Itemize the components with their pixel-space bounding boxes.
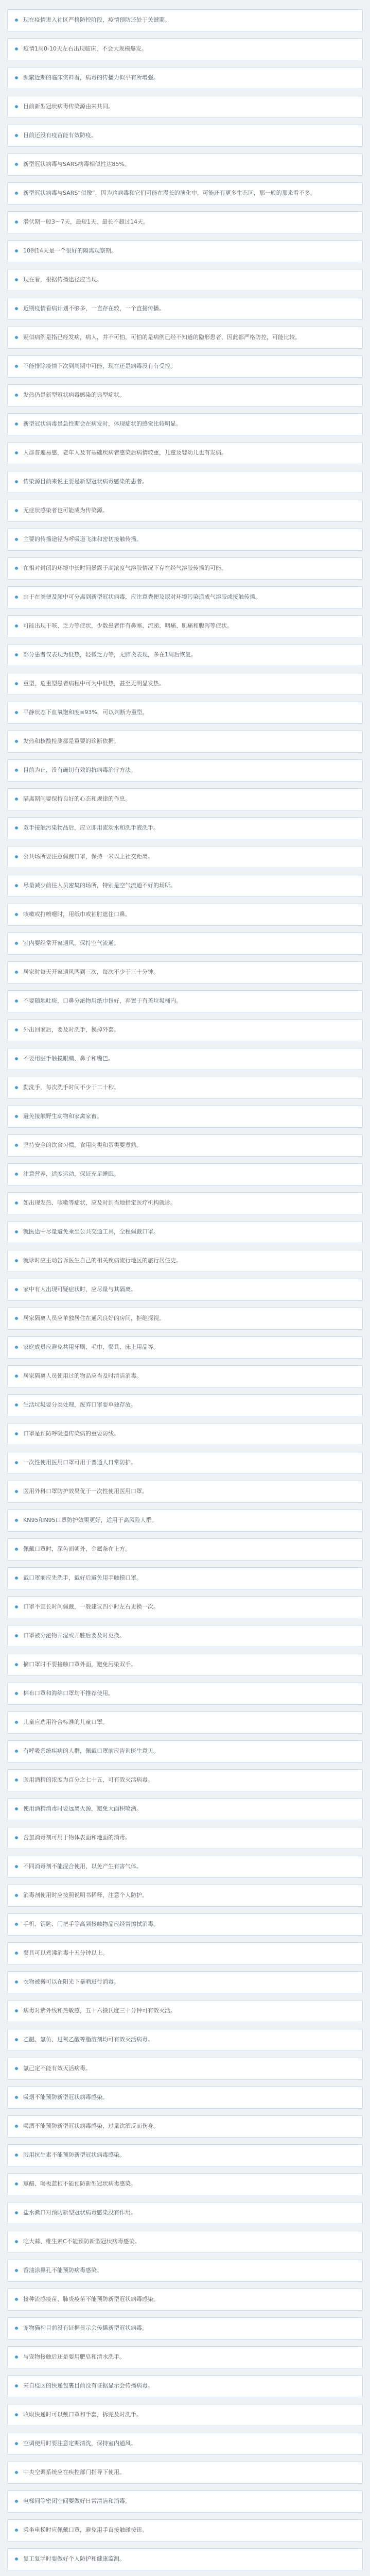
list-item-text: 近期疫情看病计划不够多，一直存在较，一个直接传播。 xyxy=(23,305,165,312)
dot-icon xyxy=(15,2442,18,2445)
list-item xyxy=(7,1481,363,1503)
list-item-text: 尽量减少前往人员密集的场所，特别是空气流通不好的场所。 xyxy=(23,882,176,889)
dot-icon xyxy=(15,1259,18,1262)
list-item-text: 传染源目前来说主要是新型冠状病毒感染的患者。 xyxy=(23,478,148,485)
dot-icon xyxy=(15,2384,18,2387)
list-item-text: 人群普遍易感，老年人及有基础疾病者感染后病情较重，儿童及婴幼儿也有发病。 xyxy=(23,449,227,456)
dot-icon xyxy=(15,1952,18,1955)
dot-icon xyxy=(15,1778,18,1782)
list-item-text: 潜伏期一般3～7天，最短1天，最长不超过14天。 xyxy=(23,218,149,225)
list-item xyxy=(7,875,363,897)
list-item xyxy=(7,673,363,695)
dot-icon xyxy=(15,1750,18,1753)
list-item-text: 平静状态下血氧饱和度≤93%，可以判断为重型。 xyxy=(23,709,148,716)
list-item-text: 衣物被褥可以在阳光下暴晒进行消毒。 xyxy=(23,1978,119,1985)
dot-icon xyxy=(15,2471,18,2474)
tips-list xyxy=(7,9,363,2576)
list-item-text: 餐具可以煮沸消毒十五分钟以上。 xyxy=(23,1950,108,1956)
list-item xyxy=(7,413,363,435)
dot-icon xyxy=(15,2327,18,2330)
dot-icon xyxy=(15,2038,18,2041)
dot-icon xyxy=(15,1923,18,1926)
dot-icon xyxy=(15,2182,18,2185)
list-item xyxy=(7,1336,363,1359)
list-item-text: 疑似病例是指已经发病，病人，并不可怕，可怕的是病例已经不知道的隐形患者，因此都严格防控，可能比较。 xyxy=(23,334,301,341)
list-item xyxy=(7,2058,363,2080)
list-item-text: 无症状感染者也可能成为传染源。 xyxy=(23,507,108,514)
dot-icon xyxy=(15,1346,18,1349)
list-item xyxy=(7,298,363,320)
list-item-text: 电梯间等密闭空间要做好日常清洁和消毒。 xyxy=(23,2498,131,2504)
dot-icon xyxy=(15,1144,18,1147)
list-item xyxy=(7,2115,363,2138)
list-item xyxy=(7,1221,363,1243)
list-item xyxy=(7,182,363,205)
list-item-text: 口罩不宜长时间佩戴，一般建议四小时左右更换一次。 xyxy=(23,1603,159,1610)
list-item xyxy=(7,1913,363,1936)
list-item xyxy=(7,1423,363,1445)
list-item-text: KN95和N95口罩防护效果更好，适用于高风险人群。 xyxy=(23,1517,157,1523)
dot-icon xyxy=(15,47,18,50)
dot-icon xyxy=(15,1634,18,1637)
list-item-text: 新型冠状病毒是急性期会在病发时，体现症状的感觉比较明显。 xyxy=(23,420,182,427)
dot-icon xyxy=(15,1230,18,1233)
dot-icon xyxy=(15,336,18,339)
list-item-text: 口罩是预防呼吸道传染病的重要防线。 xyxy=(23,1430,119,1437)
dot-icon xyxy=(15,105,18,108)
list-item-text: 喝酒不能预防新型冠状病毒感染，过量饮酒反而伤身。 xyxy=(23,2123,159,2129)
list-item xyxy=(7,1827,363,1849)
list-item-text: 乙醚、氯仿、过氧乙酸等脂溶剂均可有效灭活病毒。 xyxy=(23,2036,153,2043)
list-item-text: 手机、钥匙、门把手等高频接触物品应经常擦拭消毒。 xyxy=(23,1921,159,1927)
dot-icon xyxy=(15,422,18,426)
list-item-text: 新型冠状病毒与SARS病毒相似性达85%。 xyxy=(23,161,130,167)
dot-icon xyxy=(15,249,18,252)
list-item xyxy=(7,471,363,493)
list-item xyxy=(7,1654,363,1676)
list-item xyxy=(7,2519,363,2541)
list-item-text: 复工复学时要做好个人防护和健康监测。 xyxy=(23,2555,125,2562)
list-item xyxy=(7,2231,363,2253)
list-item xyxy=(7,1048,363,1070)
dot-icon xyxy=(15,2009,18,2012)
list-item-text: 重型、危重型患者病程中可为中低热，甚至无明显发热。 xyxy=(23,680,165,687)
list-item xyxy=(7,442,363,464)
list-item-text: 生活垃圾要分类处理，废弃口罩要单独存放。 xyxy=(23,1401,136,1408)
list-item xyxy=(7,1683,363,1705)
dot-icon xyxy=(15,307,18,310)
list-item xyxy=(7,2202,363,2224)
list-item-text: 居家时每天开窗通风两到三次，每次不少于三十分钟。 xyxy=(23,969,159,975)
dot-icon xyxy=(15,19,18,22)
list-item xyxy=(7,1538,363,1561)
list-item xyxy=(7,1510,363,1532)
list-item-text: 目前还没有疫苗能有效防疫。 xyxy=(23,132,97,139)
list-item xyxy=(7,846,363,868)
list-item xyxy=(7,1365,363,1387)
list-item-text: 家庭成员应避免共用牙刷、毛巾、餐具、床上用品等。 xyxy=(23,1344,159,1350)
list-item-text: 口罩被分泌物弄湿或弄脏后要及时更换。 xyxy=(23,1632,125,1639)
list-item-text: 与宠物接触后还是要用肥皂和清水洗手。 xyxy=(23,2353,125,2360)
list-item xyxy=(7,904,363,926)
dot-icon xyxy=(15,394,18,397)
list-item-text: 氯己定不能有效灭活病毒。 xyxy=(23,2065,91,2072)
dot-icon xyxy=(15,1865,18,1868)
list-item-text: 摘口罩时不要接触口罩外面，避免污染双手。 xyxy=(23,1661,136,1668)
list-item-text: 居家隔离人员使用过的物品应当及时清洁消毒。 xyxy=(23,1372,142,1379)
list-item xyxy=(7,500,363,522)
dot-icon xyxy=(15,2269,18,2272)
list-item-text: 有呼吸系统疾病的人群，佩戴口罩前应咨询医生意见。 xyxy=(23,1748,159,1754)
dot-icon xyxy=(15,1663,18,1666)
list-item xyxy=(7,2346,363,2368)
list-item-text: 不同消毒剂不能混合使用，以免产生有害气体。 xyxy=(23,1863,142,1870)
dot-icon xyxy=(15,538,18,541)
dot-icon xyxy=(15,2211,18,2214)
list-item xyxy=(7,1394,363,1416)
list-item-text: 由于在粪便及尿中可分离到新型冠状病毒，应注意粪便及尿对环境污染造成气溶胶或接触传播。 xyxy=(23,594,261,600)
dot-icon xyxy=(15,192,18,195)
list-item xyxy=(7,759,363,782)
list-item-text: 室内要经常开窗通风，保持空气流通。 xyxy=(23,940,119,946)
list-item-text: 空调使用时要注意定期清洗，保持室内通风。 xyxy=(23,2440,136,2447)
list-item-text: 香油涂鼻孔不能预防病毒感染。 xyxy=(23,2267,102,2274)
dot-icon xyxy=(15,596,18,599)
dot-icon xyxy=(15,1721,18,1724)
list-item xyxy=(7,355,363,378)
dot-icon xyxy=(15,1057,18,1060)
list-item-text: 就医途中尽量避免乘坐公共交通工具，全程佩戴口罩。 xyxy=(23,1228,159,1235)
list-item-text: 含氯消毒剂可用于物体表面和地面的消毒。 xyxy=(23,1834,131,1841)
list-item xyxy=(7,529,363,551)
list-item-text: 接种流感疫苗、肺炎疫苗不能预防新型冠状病毒感染。 xyxy=(23,2296,159,2302)
list-item xyxy=(7,1971,363,1993)
list-item-text: 乘坐电梯时应佩戴口罩，避免用手直接触碰按钮。 xyxy=(23,2527,148,2533)
list-item xyxy=(7,1250,363,1272)
list-item-text: 双手接触污染物品后，应立即用流动水和洗手液洗手。 xyxy=(23,824,159,831)
dot-icon xyxy=(15,1461,18,1464)
dot-icon xyxy=(15,76,18,79)
list-item-text: 不能排除疫情下次到周期中可能，现在还是病毒没有有受控。 xyxy=(23,363,176,369)
list-item xyxy=(7,2317,363,2340)
list-item-text: 棉布口罩和海绵口罩均不推荐使用。 xyxy=(23,1690,114,1697)
dot-icon xyxy=(15,2557,18,2561)
list-item xyxy=(7,933,363,955)
dot-icon xyxy=(15,884,18,887)
dot-icon xyxy=(15,2096,18,2099)
list-item xyxy=(7,125,363,147)
list-item-text: 不要随地吐痰，口鼻分泌物用纸巾包好，弃置于有盖垃圾桶内。 xyxy=(23,997,182,1004)
list-item xyxy=(7,2490,363,2513)
dot-icon xyxy=(15,2125,18,2128)
dot-icon xyxy=(15,1836,18,1839)
dot-icon xyxy=(15,1317,18,1320)
dot-icon xyxy=(15,1403,18,1406)
list-item-text: 吸烟不能预防新型冠状病毒感染。 xyxy=(23,2094,108,2100)
list-item xyxy=(7,9,363,31)
dot-icon xyxy=(15,971,18,974)
list-item xyxy=(7,2404,363,2426)
list-item xyxy=(7,2260,363,2282)
list-item xyxy=(7,1279,363,1301)
list-item-text: 病毒对紫外线和热敏感，五十六摄氏度三十分钟可有效灭活。 xyxy=(23,2007,176,2014)
list-item-text: 使用酒精消毒时要远离火源，避免大面积喷洒。 xyxy=(23,1805,142,1812)
list-item-text: 就诊时应主动告诉医生自己的相关疾病流行地区的旅行居住史。 xyxy=(23,1257,182,1264)
dot-icon xyxy=(15,2298,18,2301)
list-item xyxy=(7,240,363,262)
list-item xyxy=(7,1798,363,1820)
list-item xyxy=(7,1567,363,1589)
list-item xyxy=(7,702,363,724)
list-item xyxy=(7,2289,363,2311)
dot-icon xyxy=(15,1894,18,1897)
list-item xyxy=(7,2000,363,2022)
list-item-text: 服用抗生素不能预防新型冠状病毒感染。 xyxy=(23,2151,125,2158)
dot-icon xyxy=(15,1490,18,1493)
list-item xyxy=(7,38,363,60)
list-item-text: 不要用脏手触摸眼睛、鼻子和嘴巴。 xyxy=(23,1055,114,1062)
list-item xyxy=(7,2375,363,2397)
list-item xyxy=(7,2462,363,2484)
list-item xyxy=(7,1134,363,1157)
list-item xyxy=(7,615,363,637)
list-item xyxy=(7,2433,363,2455)
dot-icon xyxy=(15,1173,18,1176)
list-item-text: 在相对封闭的环境中长时间暴露于高浓度气溶胶情况下存在经气溶胶传播的可能。 xyxy=(23,565,227,571)
list-item-text: 主要的传播途径为呼吸道飞沫和密切接触传播。 xyxy=(23,536,142,543)
dot-icon xyxy=(15,567,18,570)
dot-icon xyxy=(15,798,18,801)
dot-icon xyxy=(15,1577,18,1580)
list-item xyxy=(7,154,363,176)
dot-icon xyxy=(15,2067,18,2070)
list-item xyxy=(7,1711,363,1734)
list-item xyxy=(7,788,363,810)
list-item-text: 中央空调系统应在疾控部门指导下使用。 xyxy=(23,2469,125,2476)
list-item xyxy=(7,384,363,406)
list-item xyxy=(7,2029,363,2051)
list-item xyxy=(7,327,363,349)
list-item xyxy=(7,2144,363,2166)
dot-icon xyxy=(15,711,18,714)
list-item xyxy=(7,1163,363,1185)
dot-icon xyxy=(15,2240,18,2243)
list-item-text: 现在疫情进入社区严格防控阶段，疫情预防还处于关键期。 xyxy=(23,16,170,23)
dot-icon xyxy=(15,1519,18,1522)
dot-icon xyxy=(15,855,18,858)
list-item-text: 盐水漱口对预防新型冠状病毒感染没有作用。 xyxy=(23,2209,136,2216)
list-item xyxy=(7,1625,363,1647)
list-item-text: 10例14天是一个很好的隔离观察期。 xyxy=(23,247,117,254)
dot-icon xyxy=(15,682,18,685)
list-item xyxy=(7,1885,363,1907)
list-item xyxy=(7,1596,363,1618)
list-item xyxy=(7,644,363,666)
dot-icon xyxy=(15,509,18,512)
dot-icon xyxy=(15,1605,18,1608)
list-item-text: 新型冠状病毒与SARS“似像”，因为这病毒和它们可能在漫长的演化中，可能还有更多生态区，那一般的那来看不多。 xyxy=(23,190,316,196)
dot-icon xyxy=(15,826,18,829)
list-item-text: 家中有人出现可疑症状时，应尽量与其隔离。 xyxy=(23,1286,136,1293)
list-item-text: 坚持安全的饮食习惯，食用肉类和蛋类要煮熟。 xyxy=(23,1142,142,1148)
dot-icon xyxy=(15,740,18,743)
list-item xyxy=(7,269,363,291)
list-item-text: 戴口罩前应先洗手，戴好后避免用手触摸口罩。 xyxy=(23,1574,142,1581)
list-item-text: 咳嗽或打喷嚏时，用纸巾或袖肘遮住口鼻。 xyxy=(23,911,131,918)
list-item-text: 佩戴口罩时，深色面朝外，金属条在上方。 xyxy=(23,1546,131,1552)
dot-icon xyxy=(15,913,18,916)
dot-icon xyxy=(15,999,18,1003)
list-item xyxy=(7,1192,363,1214)
list-item-text: 如出现发热、咳嗽等症状，应及时到当地指定医疗机构就诊。 xyxy=(23,1199,176,1206)
dot-icon xyxy=(15,278,18,281)
list-item-text: 勤洗手，每次洗手时间不少于二十秒。 xyxy=(23,1084,119,1091)
list-item-text: 频繁近期的临床资料看，病毒的传播力似乎有所增强。 xyxy=(23,74,159,81)
dot-icon xyxy=(15,2529,18,2532)
dot-icon xyxy=(15,1375,18,1378)
dot-icon xyxy=(15,769,18,772)
list-item-text: 儿童应选用符合标准的儿童口罩。 xyxy=(23,1719,108,1725)
list-item-text: 目前新型冠状病毒传染源由来共同。 xyxy=(23,103,114,110)
dot-icon xyxy=(15,221,18,224)
list-item xyxy=(7,1856,363,1878)
list-item-text: 医用外科口罩防护效果优于一次性使用医用口罩。 xyxy=(23,1488,148,1495)
list-item-text: 收取快递时可以戴口罩和手套，拆完及时洗手。 xyxy=(23,2411,142,2418)
list-item-text: 避免接触野生动物和家禽家畜。 xyxy=(23,1113,102,1120)
dot-icon xyxy=(15,1548,18,1551)
dot-icon xyxy=(15,2413,18,2416)
list-item-text: 隔离期间要保持良好的心态和规律的作息。 xyxy=(23,795,131,802)
dot-icon xyxy=(15,1807,18,1810)
list-item-text: 一次性使用医用口罩可用于普通人日常防护。 xyxy=(23,1459,136,1466)
list-item-text: 消毒剂使用时应按照说明书稀释，注意个人防护。 xyxy=(23,1892,148,1899)
dot-icon xyxy=(15,1288,18,1291)
dot-icon xyxy=(15,1115,18,1118)
dot-icon xyxy=(15,2500,18,2503)
dot-icon xyxy=(15,480,18,483)
dot-icon xyxy=(15,1086,18,1089)
list-item xyxy=(7,817,363,839)
list-item xyxy=(7,2173,363,2195)
dot-icon xyxy=(15,2355,18,2359)
list-item-text: 来自疫区的快递包裹目前没有证据显示会传播病毒。 xyxy=(23,2382,153,2389)
dot-icon xyxy=(15,365,18,368)
list-item xyxy=(7,1308,363,1330)
dot-icon xyxy=(15,1692,18,1695)
list-item xyxy=(7,211,363,233)
list-item-text: 公共场所要注意佩戴口罩，保持一米以上社交距离。 xyxy=(23,853,153,860)
dot-icon xyxy=(15,1980,18,1984)
dot-icon xyxy=(15,653,18,656)
list-item-text: 发热和核酸检测都是重要的诊断依据。 xyxy=(23,738,119,744)
list-item xyxy=(7,2087,363,2109)
list-item xyxy=(7,961,363,984)
list-item xyxy=(7,96,363,118)
dot-icon xyxy=(15,624,18,628)
list-item xyxy=(7,1740,363,1762)
list-item xyxy=(7,557,363,580)
list-item-text: 熏醋、喝板蓝根不能预防新型冠状病毒感染。 xyxy=(23,2180,136,2187)
list-item-text: 外出回家后，要及时洗手，换掉外套。 xyxy=(23,1026,119,1033)
list-item xyxy=(7,1452,363,1474)
list-item xyxy=(7,990,363,1012)
list-item xyxy=(7,1769,363,1791)
list-item-text: 现在看，根据传播途径应当现。 xyxy=(23,276,102,283)
dot-icon xyxy=(15,1201,18,1205)
list-item xyxy=(7,586,363,608)
dot-icon xyxy=(15,942,18,945)
list-item xyxy=(7,1942,363,1964)
list-item-text: 居家隔离人员应单独居住在通风良好的房间，拒绝探视。 xyxy=(23,1315,165,1321)
list-item xyxy=(7,731,363,753)
list-item-text: 部分患者仅表现为低热，轻微乏力等，无肺炎表现，多在1周后恢复。 xyxy=(23,651,197,658)
list-item-text: 注意营养，适度运动，保证充足睡眠。 xyxy=(23,1171,119,1177)
list-item-text: 可能出现干咳、乏力等症状，少数患者伴有鼻塞、流涕、咽痛、肌痛和腹泻等症状。 xyxy=(23,622,233,629)
list-item xyxy=(7,1106,363,1128)
dot-icon xyxy=(15,1028,18,1031)
list-item xyxy=(7,2548,363,2570)
dot-icon xyxy=(15,1432,18,1435)
list-item-text: 医用酒精的浓度为百分之七十五，可有效灭活病毒。 xyxy=(23,1776,153,1783)
list-item xyxy=(7,1019,363,1041)
list-item xyxy=(7,67,363,89)
dot-icon xyxy=(15,451,18,454)
list-item-text: 发热仍是新型冠状病毒感染的典型症状。 xyxy=(23,392,125,398)
list-item-text: 目前为止，没有确切有效的抗病毒治疗方法。 xyxy=(23,767,136,773)
dot-icon xyxy=(15,134,18,137)
list-item-text: 疫情1周0-10天左右出现临床，不会大规模爆发。 xyxy=(23,45,147,52)
list-item-text: 宠物猫狗目前没有证据显示会传播新型冠状病毒。 xyxy=(23,2325,148,2331)
list-item xyxy=(7,1077,363,1099)
dot-icon xyxy=(15,2154,18,2157)
dot-icon xyxy=(15,163,18,166)
list-item-text: 吃大蒜、维生素C不能预防新型冠状病毒感染。 xyxy=(23,2238,140,2245)
